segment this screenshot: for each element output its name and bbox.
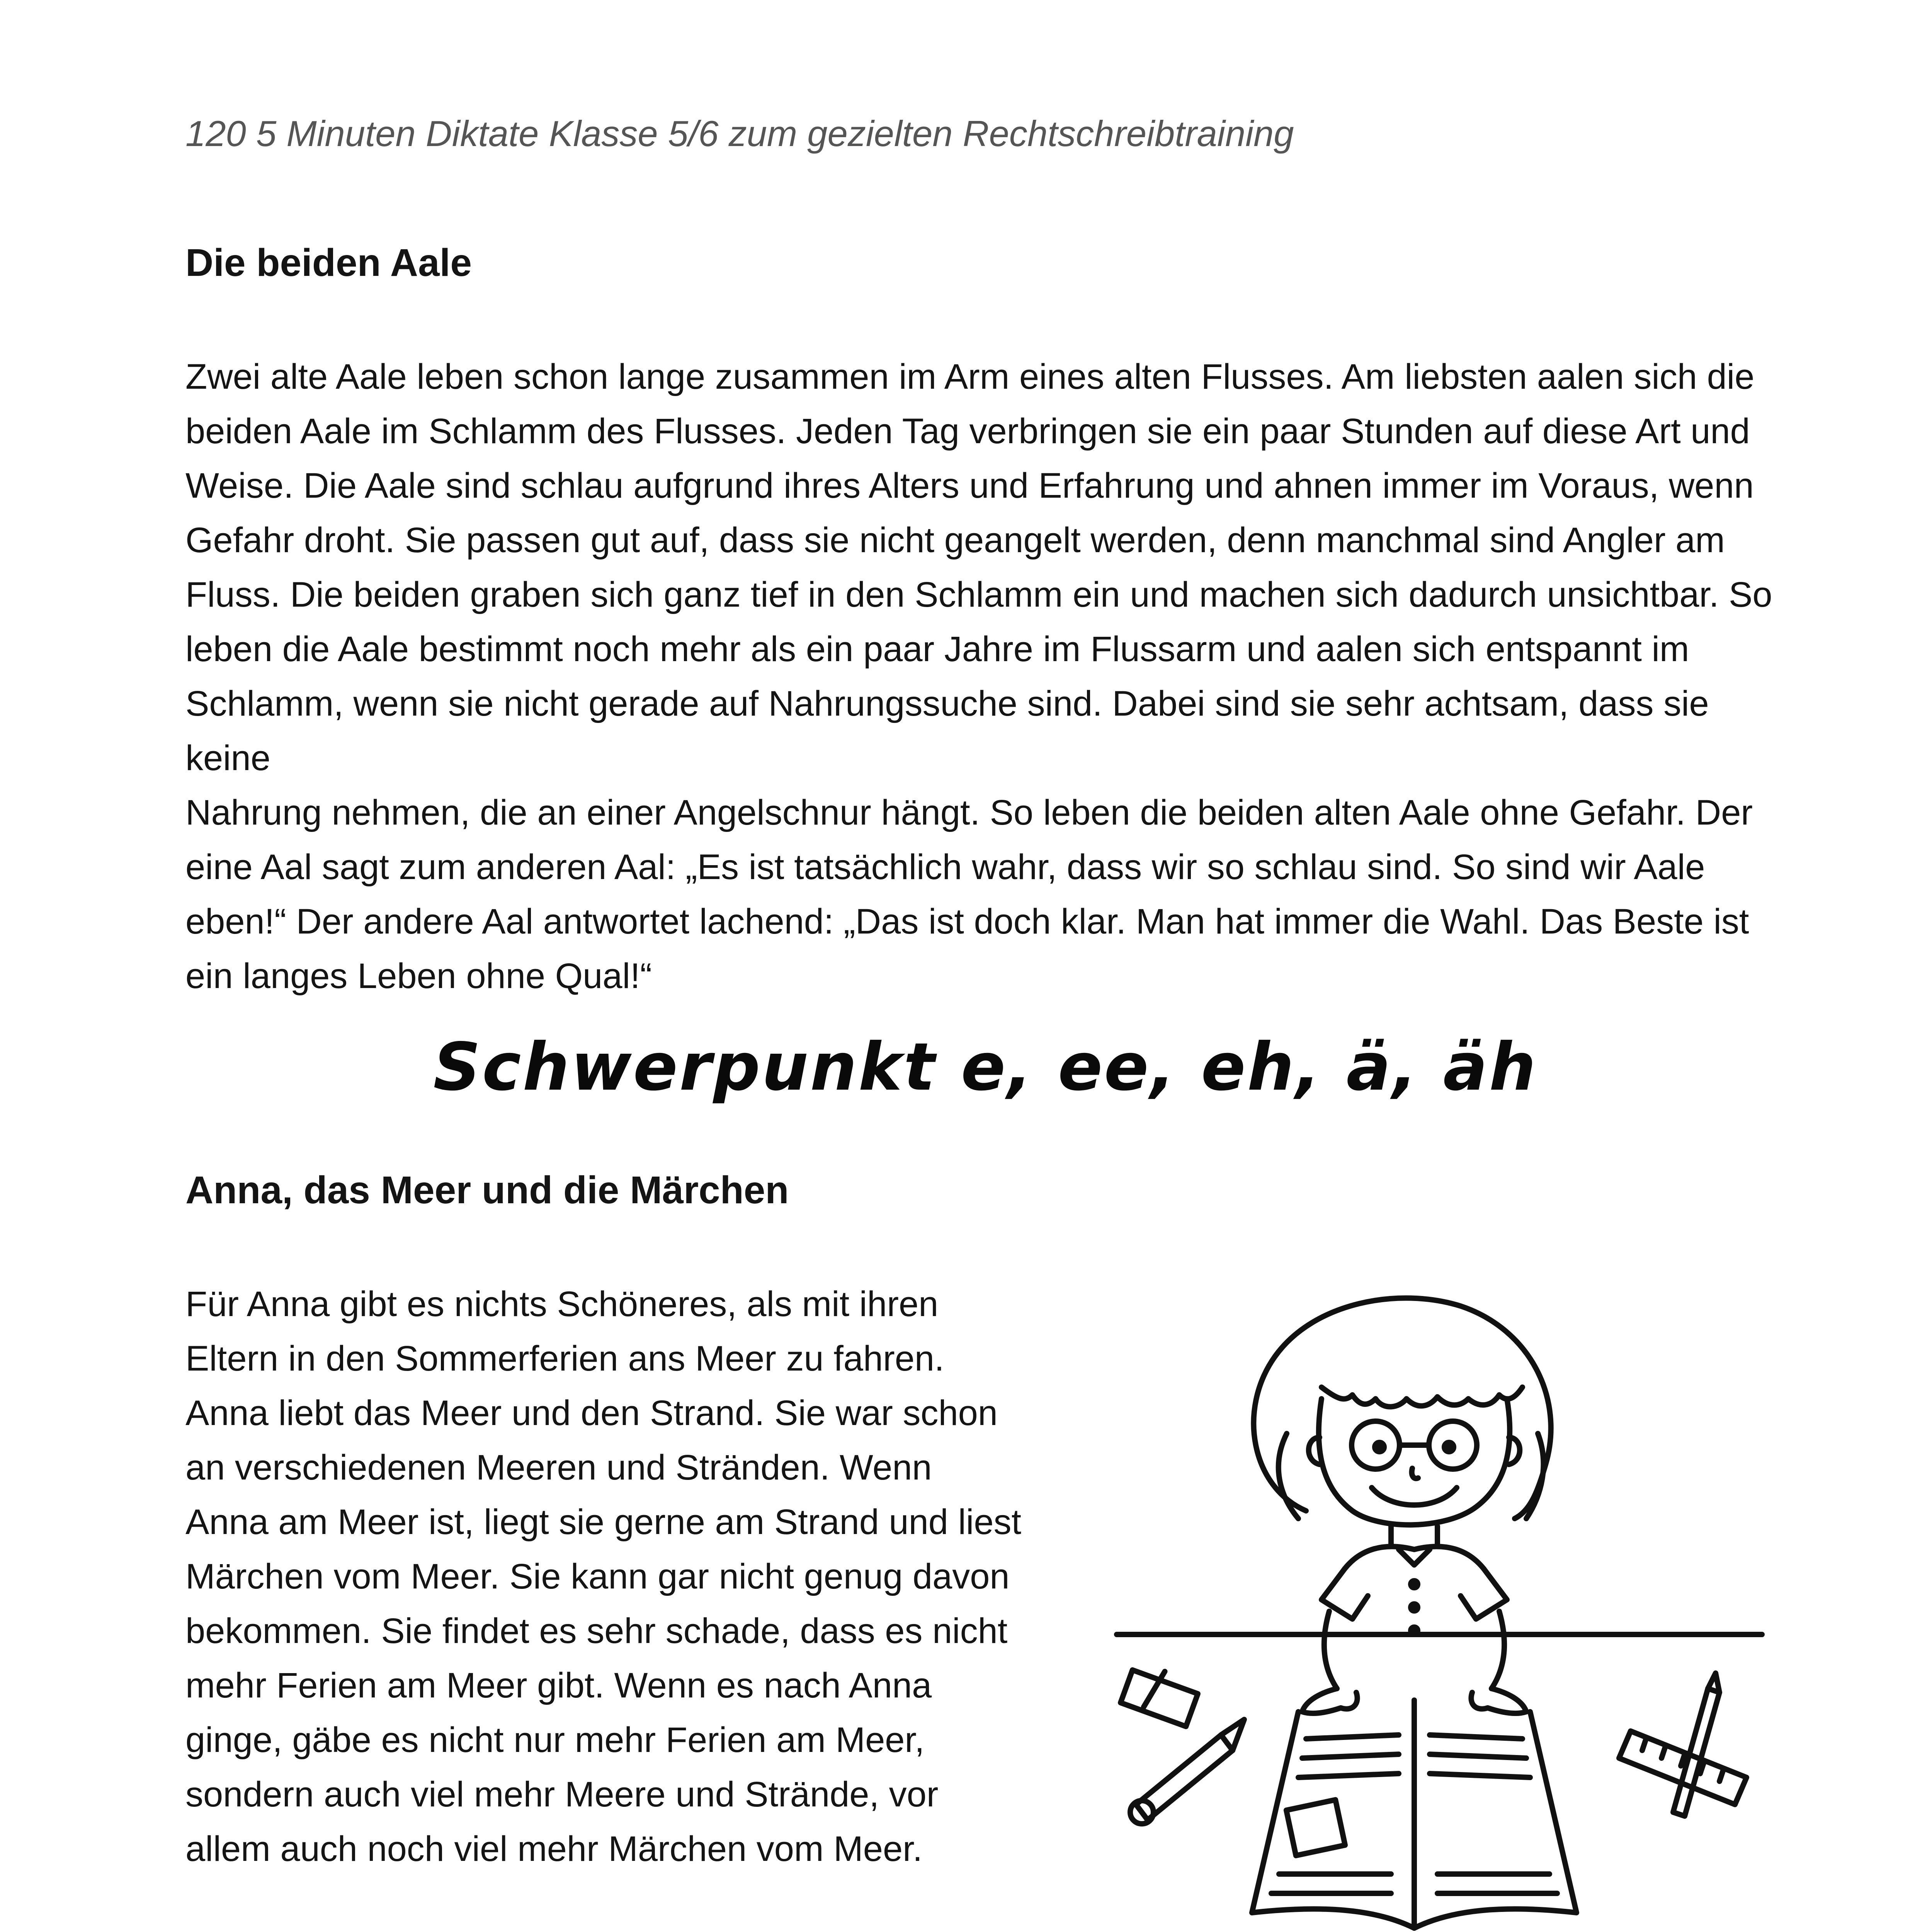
text-line: ginge, gäbe es nicht nur mehr Ferien am Meer, bbox=[185, 1720, 925, 1760]
text-line: Nahrung nehmen, die an einer Angelschnur hängt. So leben die beiden alten Aale ohne Gefahr. Der bbox=[185, 793, 1753, 832]
story-title-anna: Anna, das Meer und die Märchen bbox=[185, 1168, 789, 1212]
text-line: ein langes Leben ohne Qual!“ bbox=[185, 956, 652, 996]
text-line: Märchen vom Meer. Sie kann gar nicht genug davon bbox=[185, 1557, 1010, 1596]
story-title-aale: Die beiden Aale bbox=[185, 241, 472, 284]
text-line: Eltern in den Sommerferien ans Meer zu fahren. bbox=[185, 1339, 944, 1378]
text-line: bekommen. Sie findet es sehr schade, dass es nicht bbox=[185, 1611, 1008, 1651]
text-line: Anna liebt das Meer und den Strand. Sie war schon bbox=[185, 1393, 998, 1433]
story-text-aale bbox=[185, 350, 1793, 1003]
text-line: eine Aal sagt zum anderen Aal: „Es ist tatsächlich wahr, dass wir so schlau sind. So sind wir Aale bbox=[185, 847, 1705, 887]
text-line: an verschiedenen Meeren und Stränden. Wenn bbox=[185, 1448, 932, 1487]
text-line: Weise. Die Aale sind schlau aufgrund ihres Alters und Erfahrung und ahnen immer im Voraus, wenn bbox=[185, 466, 1754, 505]
girl-reading-book-icon bbox=[1105, 1271, 1770, 1932]
text-line: allem auch noch viel mehr Märchen vom Meer. bbox=[185, 1829, 923, 1869]
text-line: eben!“ Der andere Aal antwortet lachend: „Das ist doch klar. Man hat immer die Wahl. Das Beste ist bbox=[185, 902, 1749, 941]
text-line: beiden Aale im Schlamm des Flusses. Jeden Tag verbringen sie ein paar Stunden auf diese Art und bbox=[185, 412, 1750, 451]
text-line: Fluss. Die beiden graben sich ganz tief in den Schlamm ein und machen sich dadurch unsichtbar. So bbox=[185, 575, 1772, 614]
text-line: Gefahr droht. Sie passen gut auf, dass sie nicht geangelt werden, denn manchmal sind Angler am bbox=[185, 520, 1725, 560]
text-line: Anna am Meer ist, liegt sie gerne am Strand und liest bbox=[185, 1502, 1022, 1542]
text-line: Für Anna gibt es nichts Schöneres, als mit ihren bbox=[185, 1284, 939, 1324]
text-line: leben die Aale bestimmt noch mehr als ein paar Jahre im Flussarm und aalen sich entspannt im bbox=[185, 629, 1689, 669]
text-line: Schlamm, wenn sie nicht gerade auf Nahrungssuche sind. Dabei sind sie sehr achtsam, dass sie keine bbox=[185, 684, 1709, 778]
section-heading: Schwerpunkt e, ee, eh, ä, äh bbox=[433, 1029, 1537, 1105]
text-line: mehr Ferien am Meer gibt. Wenn es nach Anna bbox=[185, 1666, 932, 1705]
story-text-anna bbox=[185, 1277, 1113, 1876]
running-header: 120 5 Minuten Diktate Klasse 5/6 zum gezielten Rechtschreibtraining bbox=[185, 113, 1294, 154]
text-line: sondern auch viel mehr Meere und Strände, vor bbox=[185, 1775, 939, 1814]
text-line: Zwei alte Aale leben schon lange zusammen im Arm eines alten Flusses. Am liebsten aalen sich die bbox=[185, 357, 1755, 396]
